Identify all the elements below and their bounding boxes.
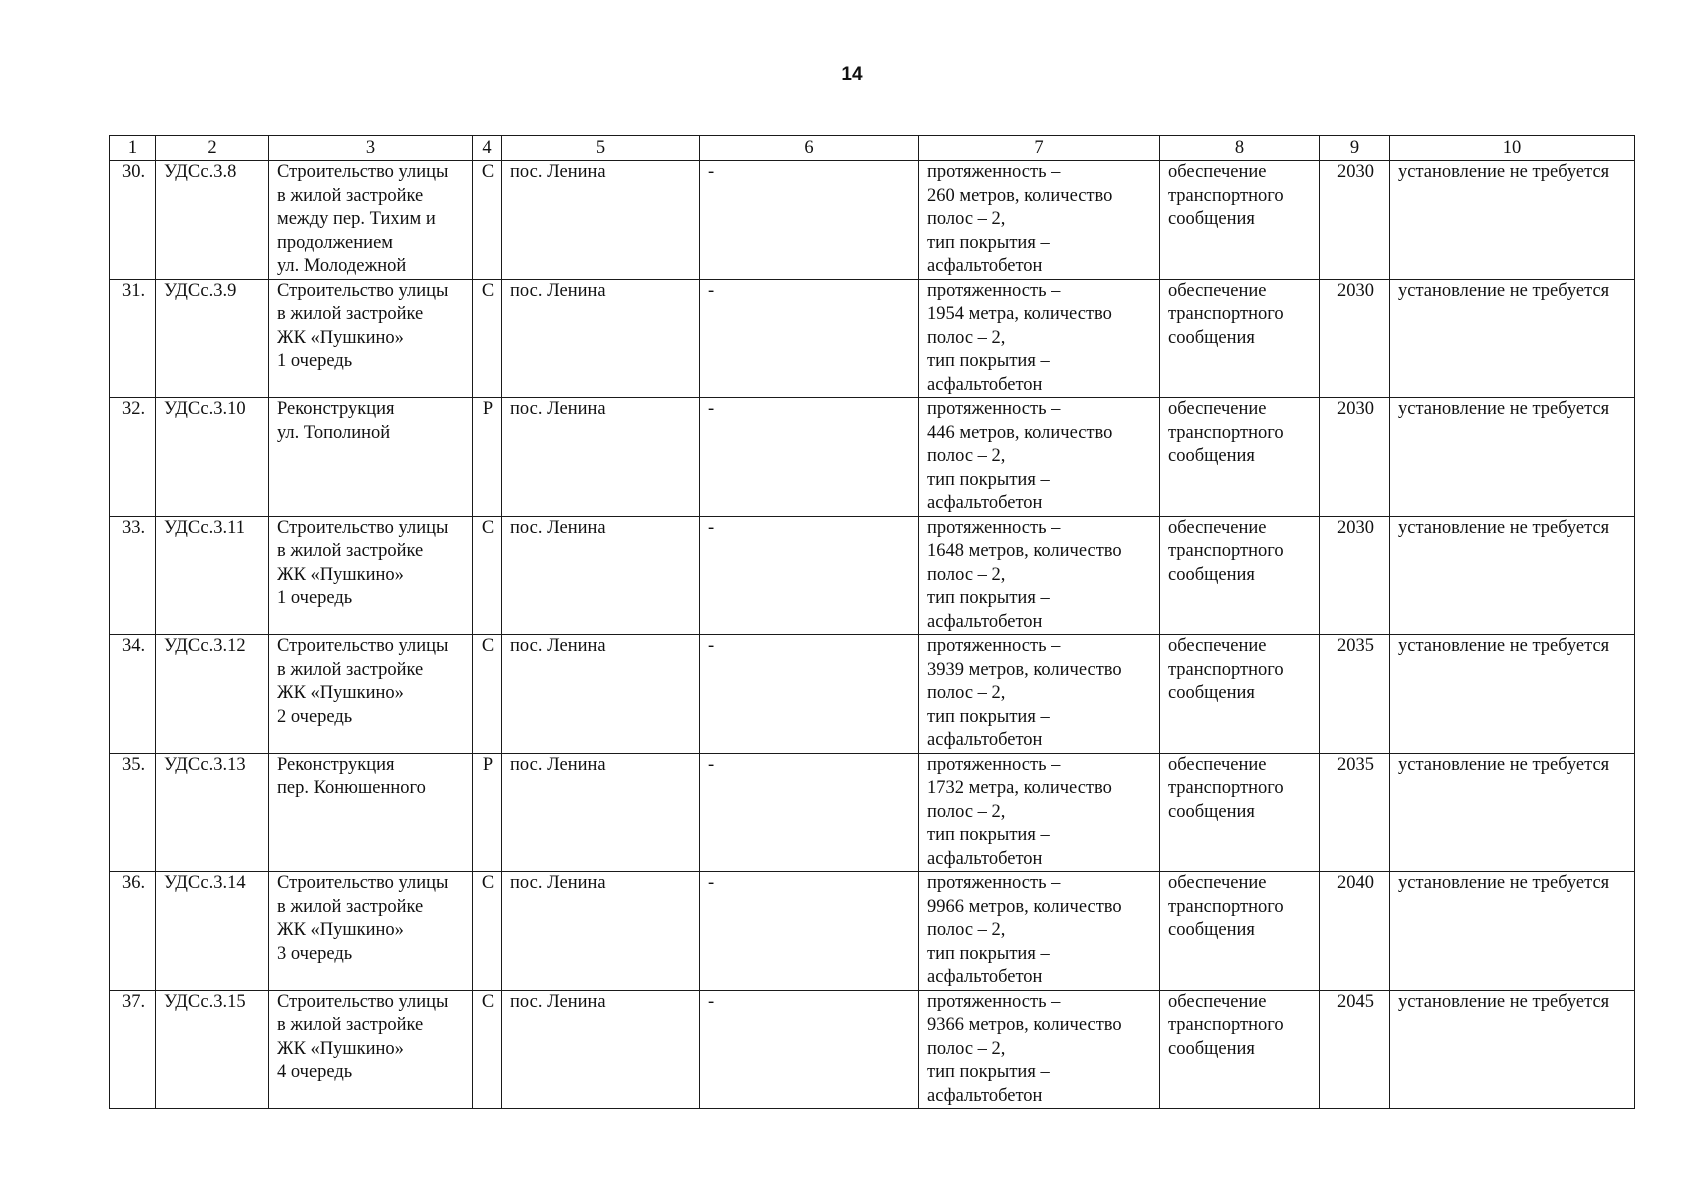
work-type: С: [473, 279, 502, 398]
column-number-row: [110, 136, 1635, 161]
row-number: 30.: [110, 161, 156, 280]
page-number: 14: [841, 64, 863, 85]
work-type: С: [473, 990, 502, 1109]
year: 2045: [1320, 990, 1390, 1109]
location: пос. Ленина: [502, 990, 700, 1109]
object-code: УДСс.3.10: [156, 398, 269, 517]
zone-status: установление не требуется: [1390, 872, 1635, 991]
zone-status: установление не требуется: [1390, 398, 1635, 517]
specifications: протяженность – 3939 метров, количество полос – 2, тип покрытия – асфальтобетон: [919, 635, 1160, 754]
object-name: Строительство улицы в жилой застройке ЖК «Пушкино» 2 очередь: [269, 635, 473, 754]
purpose: обеспечение транспортного сообщения: [1160, 753, 1320, 872]
specifications: протяженность – 260 метров, количество полос – 2, тип покрытия – асфальтобетон: [919, 161, 1160, 280]
row-number: 36.: [110, 872, 156, 991]
column-header: 9: [1320, 136, 1390, 161]
column-header: 3: [269, 136, 473, 161]
column-header: 7: [919, 136, 1160, 161]
table-row: [110, 872, 1635, 991]
location: пос. Ленина: [502, 398, 700, 517]
table-row: [110, 279, 1635, 398]
specifications: протяженность – 446 метров, количество полос – 2, тип покрытия – асфальтобетон: [919, 398, 1160, 517]
work-type: С: [473, 635, 502, 754]
column-6-value: -: [700, 398, 919, 517]
object-name: Строительство улицы в жилой застройке ЖК «Пушкино» 4 очередь: [269, 990, 473, 1109]
row-number: 31.: [110, 279, 156, 398]
table-row: [110, 516, 1635, 635]
year: 2030: [1320, 398, 1390, 517]
row-number: 37.: [110, 990, 156, 1109]
object-code: УДСс.3.9: [156, 279, 269, 398]
column-6-value: -: [700, 753, 919, 872]
purpose: обеспечение транспортного сообщения: [1160, 635, 1320, 754]
object-code: УДСс.3.13: [156, 753, 269, 872]
specifications: протяженность – 1648 метров, количество полос – 2, тип покрытия – асфальтобетон: [919, 516, 1160, 635]
column-header: 5: [502, 136, 700, 161]
specifications: протяженность – 9366 метров, количество полос – 2, тип покрытия – асфальтобетон: [919, 990, 1160, 1109]
purpose: обеспечение транспортного сообщения: [1160, 872, 1320, 991]
row-number: 32.: [110, 398, 156, 517]
specifications: протяженность – 1732 метра, количество полос – 2, тип покрытия – асфальтобетон: [919, 753, 1160, 872]
work-type: С: [473, 161, 502, 280]
purpose: обеспечение транспортного сообщения: [1160, 990, 1320, 1109]
year: 2030: [1320, 161, 1390, 280]
location: пос. Ленина: [502, 872, 700, 991]
row-number: 34.: [110, 635, 156, 754]
object-code: УДСс.3.12: [156, 635, 269, 754]
table-row: [110, 753, 1635, 872]
column-6-value: -: [700, 635, 919, 754]
purpose: обеспечение транспортного сообщения: [1160, 516, 1320, 635]
purpose: обеспечение транспортного сообщения: [1160, 398, 1320, 517]
column-header: 10: [1390, 136, 1635, 161]
column-6-value: -: [700, 161, 919, 280]
location: пос. Ленина: [502, 635, 700, 754]
zone-status: установление не требуется: [1390, 753, 1635, 872]
table-row: [110, 635, 1635, 754]
location: пос. Ленина: [502, 161, 700, 280]
location: пос. Ленина: [502, 279, 700, 398]
column-header: 8: [1160, 136, 1320, 161]
location: пос. Ленина: [502, 516, 700, 635]
year: 2030: [1320, 516, 1390, 635]
object-code: УДСс.3.15: [156, 990, 269, 1109]
zone-status: установление не требуется: [1390, 516, 1635, 635]
object-code: УДСс.3.11: [156, 516, 269, 635]
object-name: Строительство улицы в жилой застройке ЖК «Пушкино» 1 очередь: [269, 279, 473, 398]
work-type: Р: [473, 753, 502, 872]
zone-status: установление не требуется: [1390, 635, 1635, 754]
specifications: протяженность – 9966 метров, количество полос – 2, тип покрытия – асфальтобетон: [919, 872, 1160, 991]
row-number: 35.: [110, 753, 156, 872]
row-number: 33.: [110, 516, 156, 635]
year: 2030: [1320, 279, 1390, 398]
location: пос. Ленина: [502, 753, 700, 872]
object-name: Строительство улицы в жилой застройке ЖК «Пушкино» 3 очередь: [269, 872, 473, 991]
column-6-value: -: [700, 279, 919, 398]
object-name: Строительство улицы в жилой застройке между пер. Тихим и продолжением ул. Молодежной: [269, 161, 473, 280]
purpose: обеспечение транспортного сообщения: [1160, 279, 1320, 398]
work-type: С: [473, 872, 502, 991]
year: 2035: [1320, 753, 1390, 872]
specifications: протяженность – 1954 метра, количество полос – 2, тип покрытия – асфальтобетон: [919, 279, 1160, 398]
year: 2040: [1320, 872, 1390, 991]
work-type: С: [473, 516, 502, 635]
column-header: 2: [156, 136, 269, 161]
column-6-value: -: [700, 516, 919, 635]
table-row: [110, 990, 1635, 1109]
table-row: [110, 161, 1635, 280]
zone-status: установление не требуется: [1390, 990, 1635, 1109]
year: 2035: [1320, 635, 1390, 754]
column-header: 6: [700, 136, 919, 161]
object-name: Реконструкция ул. Тополиной: [269, 398, 473, 517]
column-header: 1: [110, 136, 156, 161]
planning-table: [109, 135, 1635, 1109]
object-code: УДСс.3.14: [156, 872, 269, 991]
zone-status: установление не требуется: [1390, 279, 1635, 398]
object-name: Строительство улицы в жилой застройке ЖК «Пушкино» 1 очередь: [269, 516, 473, 635]
object-name: Реконструкция пер. Конюшенного: [269, 753, 473, 872]
zone-status: установление не требуется: [1390, 161, 1635, 280]
column-6-value: -: [700, 990, 919, 1109]
column-6-value: -: [700, 872, 919, 991]
object-code: УДСс.3.8: [156, 161, 269, 280]
work-type: Р: [473, 398, 502, 517]
table-row: [110, 398, 1635, 517]
column-header: 4: [473, 136, 502, 161]
purpose: обеспечение транспортного сообщения: [1160, 161, 1320, 280]
